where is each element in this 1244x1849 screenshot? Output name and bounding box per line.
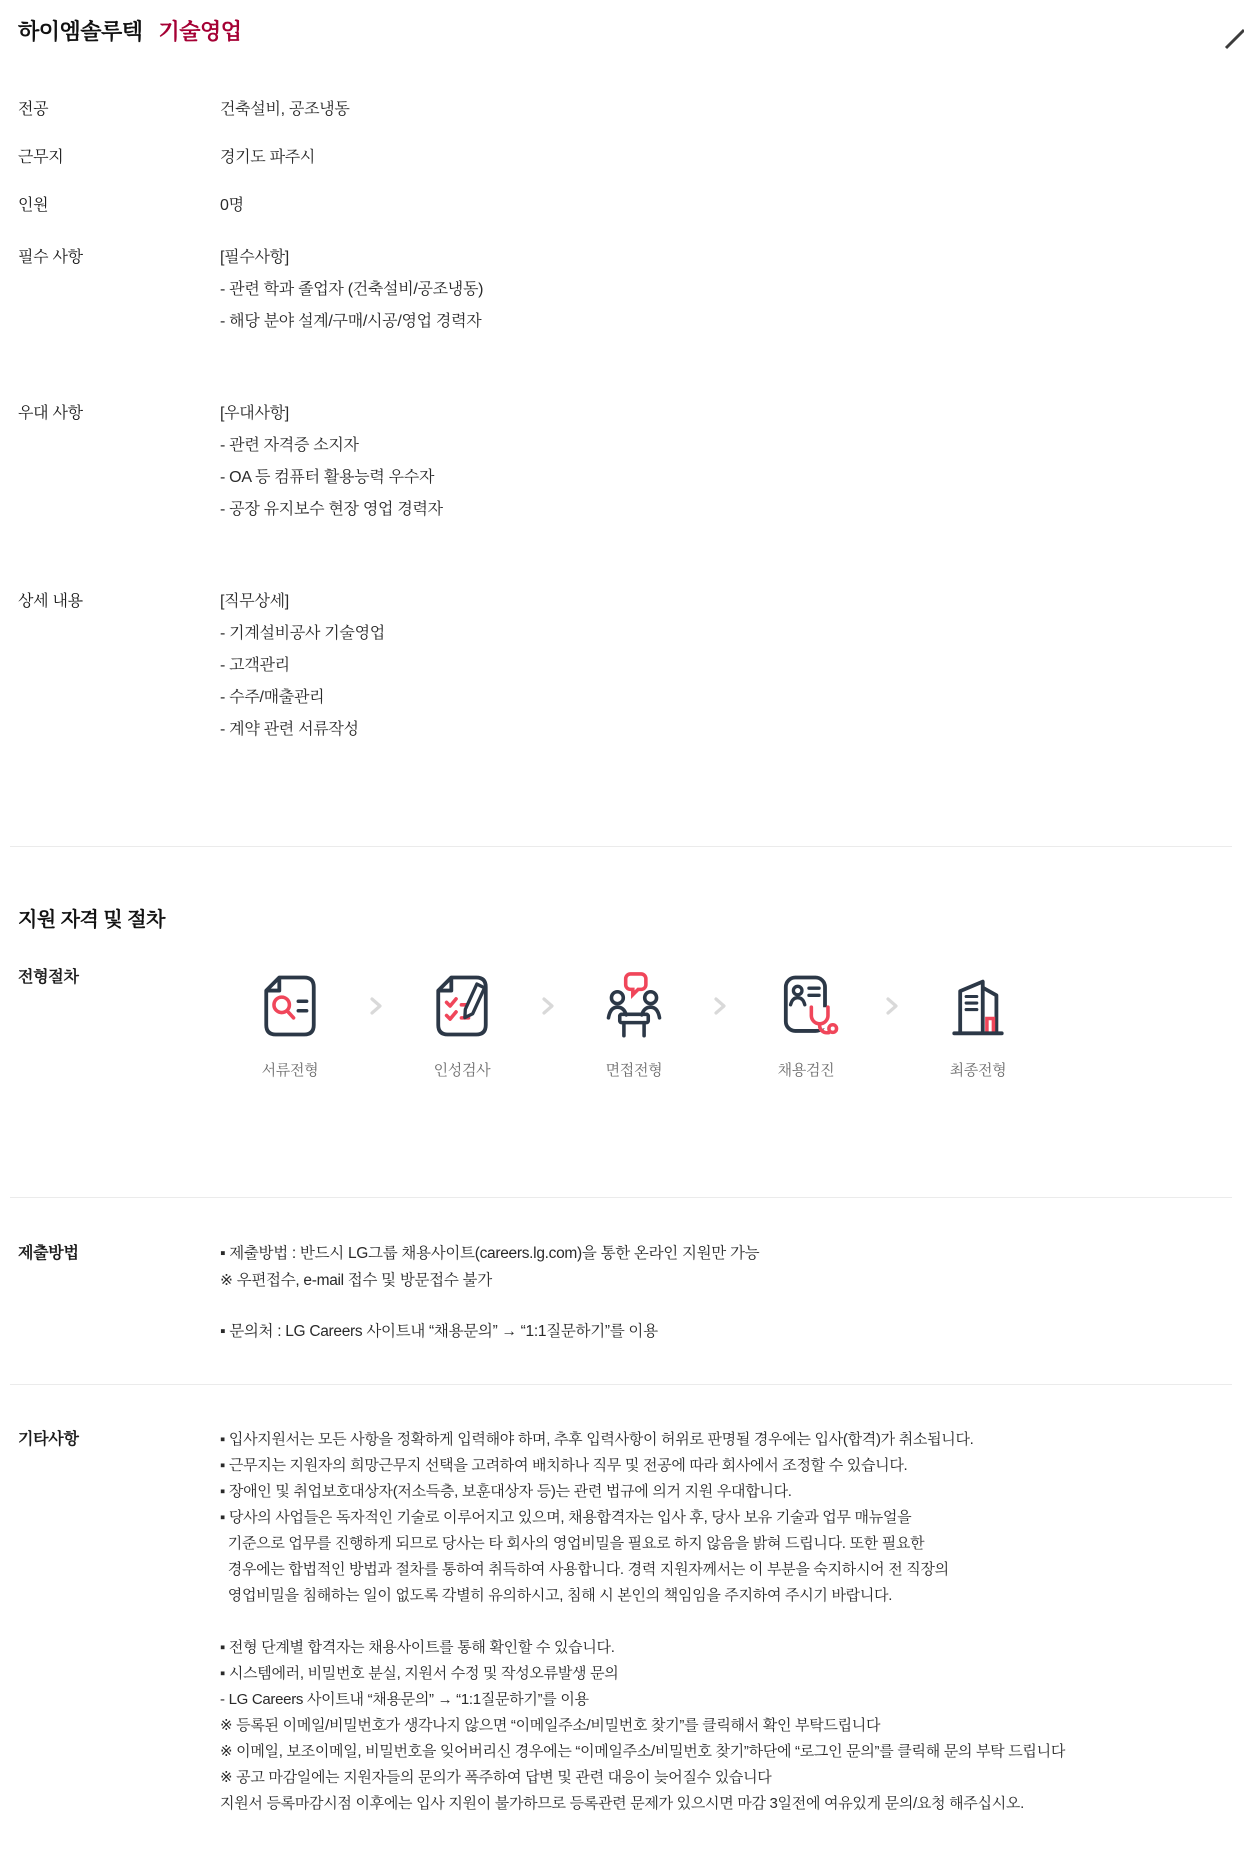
etc-line: 영업비밀을 침해하는 일이 없도록 각별히 유의하시고, 침해 시 본인의 책임임을 주지하여 주시기 바랍니다. xyxy=(220,1587,893,1604)
etc-line: 경우에는 합법적인 방법과 절차를 통하여 취득하여 사용합니다. 경력 지원자께서는 이 부분을 숙지하시어 전 직장의 xyxy=(220,1561,949,1578)
process-step-label: 최종전형 xyxy=(949,1062,1007,1079)
etc-label: 기타사항 xyxy=(18,1431,79,1448)
field-label: 인원 xyxy=(18,197,49,214)
etc-line: ▪ 시스템에러, 비밀번호 분실, 지원서 수정 및 작성오류발생 문의 xyxy=(220,1665,619,1682)
submission-line: ▪ 문의처 : LG Careers 사이트내 “채용문의” → “1:1질문하기”를 이용 xyxy=(220,1323,658,1340)
field-value: 경기도 파주시 xyxy=(220,149,316,166)
company-name: 하이엠솔루텍 xyxy=(18,18,143,44)
section-divider xyxy=(10,1384,1232,1385)
field-value-line: - 해당 분야 설계/구매/시공/영업 경력자 xyxy=(220,313,482,330)
etc-line: ※ 등록된 이메일/비밀번호가 생각나지 않으면 “이메일주소/비밀번호 찾기”를 클릭해서 확인 부탁드립니다 xyxy=(220,1717,881,1734)
process-step-interview xyxy=(576,968,692,1080)
etc-line: 지원서 등록마감시점 이후에는 입사 지원이 불가하므로 등록관련 문제가 있으시면 마감 3일전에 여유있게 문의/요청 해주십시오. xyxy=(220,1795,1024,1812)
field-row-preferred xyxy=(18,398,1230,526)
etc-line: ▪ 입사지원서는 모든 사항을 정확하게 입력해야 하며, 추후 입력사항이 허위로 판명될 경우에는 입사(합격)가 취소됩니다. xyxy=(220,1431,974,1448)
etc-line: ※ 이메일, 보조이메일, 비밀번호을 잊어버리신 경우에는 “이메일주소/비밀번호 찾기”하단에 “로그인 문의”를 클릭해 문의 부탁 드립니다 xyxy=(220,1743,1066,1760)
process-step-personality-test xyxy=(404,968,520,1080)
field-label: 우대 사항 xyxy=(18,405,83,422)
etc-line: ▪ 근무지는 지원자의 희망근무지 선택을 고려하여 배치하나 직무 및 전공에 따라 회사에서 조정할 수 있습니다. xyxy=(220,1457,908,1474)
field-value-line: [필수사항] xyxy=(220,249,289,266)
field-value-line: - 관련 학과 졸업자 (건축설비/공조냉동) xyxy=(220,281,484,298)
field-value: 0명 xyxy=(220,197,244,214)
field-value: 건축설비, 공조냉동 xyxy=(220,101,350,118)
submission-section xyxy=(18,1240,1230,1345)
field-value-line: - 관련 자격증 소지자 xyxy=(220,437,359,454)
edit-pencil-icon[interactable] xyxy=(1222,26,1244,52)
field-value-line: - 수주/매출관리 xyxy=(220,689,325,706)
field-row-major xyxy=(18,100,1230,120)
etc-section xyxy=(18,1427,1230,1817)
field-label: 상세 내용 xyxy=(18,593,83,610)
field-value-line: - 기계설비공사 기술영업 xyxy=(220,625,385,642)
field-value-line: - 공장 유지보수 현장 영업 경력자 xyxy=(220,501,443,518)
process-step-label: 채용검진 xyxy=(777,1062,835,1079)
interview-icon xyxy=(596,968,672,1044)
submission-line: ▪ 제출방법 : 반드시 LG그룹 채용사이트(careers.lg.com)을 통한 온라인 지원만 가능 xyxy=(220,1245,760,1262)
process-step-final xyxy=(920,968,1036,1080)
etc-line: ▪ 장애인 및 취업보호대상자(저소득층, 보훈대상자 등)는 관련 법규에 의거 지원 우대합니다. xyxy=(220,1483,792,1500)
field-value-line: - 고객관리 xyxy=(220,657,290,674)
chevron-right-icon xyxy=(692,968,748,1044)
field-row-location xyxy=(18,148,1230,168)
process-step-label: 면접전형 xyxy=(605,1062,663,1079)
chevron-right-icon xyxy=(864,968,920,1044)
field-label: 근무지 xyxy=(18,149,64,166)
field-value-line: [직무상세] xyxy=(220,593,289,610)
job-title: 기술영업 xyxy=(158,18,242,44)
field-value-line: - OA 등 컴퓨터 활용능력 우수자 xyxy=(220,469,435,486)
process-step-label: 서류전형 xyxy=(261,1062,319,1079)
etc-line: ※ 공고 마감일에는 지원자들의 문의가 폭주하여 답변 및 관련 대응이 늦어질수 있습니다 xyxy=(220,1769,772,1786)
field-row-headcount xyxy=(18,196,1230,216)
chevron-right-icon xyxy=(348,968,404,1044)
building-icon xyxy=(940,968,1016,1044)
job-detail-fields xyxy=(18,100,1230,746)
etc-line: 기준으로 업무를 진행하게 되므로 당사는 타 회사의 영업비밀을 필요로 하지 않음을 밝혀 드립니다. 또한 필요한 xyxy=(220,1535,925,1552)
section-divider xyxy=(10,846,1232,847)
field-value-line: [우대사항] xyxy=(220,405,289,422)
chevron-right-icon xyxy=(520,968,576,1044)
process-step-label: 인성검사 xyxy=(433,1062,491,1079)
section-divider xyxy=(10,1197,1232,1198)
process-label: 전형절차 xyxy=(18,969,79,986)
field-row-requirements xyxy=(18,242,1230,338)
section-heading: 지원 자격 및 절차 xyxy=(18,909,165,931)
field-label: 전공 xyxy=(18,101,49,118)
etc-line: ▪ 당사의 사업들은 독자적인 기술로 이루어지고 있으며, 채용합격자는 입사 후, 당사 보유 기술과 업무 매뉴얼을 xyxy=(220,1509,912,1526)
etc-line: ▪ 전형 단계별 합격자는 채용사이트를 통해 확인할 수 있습니다. xyxy=(220,1639,615,1656)
hiring-process xyxy=(18,968,1230,1080)
field-label: 필수 사항 xyxy=(18,249,83,266)
process-steps xyxy=(220,968,1036,1080)
process-step-medical-exam xyxy=(748,968,864,1080)
field-value-line: - 계약 관련 서류작성 xyxy=(220,721,359,738)
document-search-icon xyxy=(252,968,328,1044)
job-posting-page xyxy=(0,14,1244,1817)
process-step-documents xyxy=(232,968,348,1080)
medical-check-icon xyxy=(768,968,844,1044)
page-title xyxy=(18,14,1230,46)
submission-line xyxy=(220,1294,759,1318)
document-check-icon xyxy=(424,968,500,1044)
submission-line: ※ 우편접수, e-mail 접수 및 방문접수 불가 xyxy=(220,1272,492,1289)
etc-line: - LG Careers 사이트내 “채용문의” → “1:1질문하기”를 이용 xyxy=(220,1691,589,1708)
etc-line xyxy=(220,1609,1065,1635)
field-row-details xyxy=(18,586,1230,746)
submission-label: 제출방법 xyxy=(18,1245,79,1262)
